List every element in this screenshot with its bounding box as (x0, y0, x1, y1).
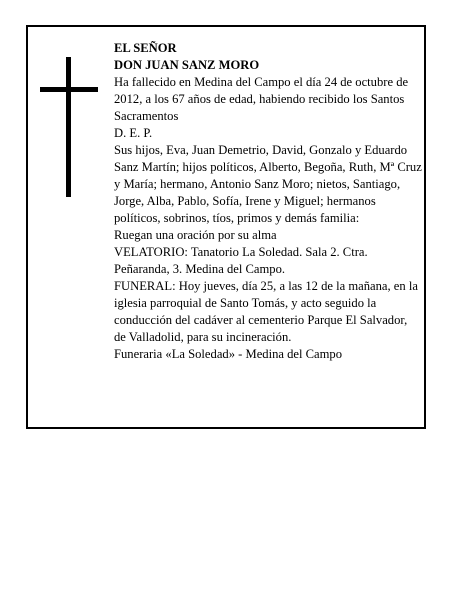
cross-icon (40, 57, 98, 197)
wake-info: VELATORIO: Tanatorio La Soledad. Sala 2. Ctra. Peñaranda, 3. Medina del Campo. (114, 245, 368, 276)
cross-vertical-bar (66, 57, 71, 197)
funeral-info: FUNERAL: Hoy jueves, día 25, a las 12 de la mañana, en la iglesia parroquial de Santo Tomás, y acto seguido la conducción del cadáver al cementerio Parque El Salvador, de Valladolid, para su incineración. (114, 279, 418, 344)
prayer-request: Ruegan una oración por su alma (114, 228, 277, 242)
family-list: Sus hijos, Eva, Juan Demetrio, David, Gonzalo y Eduardo Sanz Martín; hijos políticos, Alberto, Begoña, Ruth, Mª Cruz y María; hermano, Antonio Sanz Moro; nietos, Santiago, Jorge, Alba, Pablo, Sofía, Irene y Miguel; hermanos políticos, sobrinos, tíos, primos y demás familia: (114, 143, 422, 225)
rest-in-peace: D. E. P. (114, 126, 153, 140)
deceased-name: DON JUAN SANZ MORO (114, 58, 260, 72)
notice-title: EL SEÑOR (114, 41, 177, 55)
funeral-home: Funeraria «La Soledad» - Medina del Campo (114, 347, 343, 361)
obituary-notice (26, 25, 426, 429)
death-info: Ha fallecido en Medina del Campo el día 24 de octubre de 2012, a los 67 años de edad, habiendo recibido los Santos Sacramentos (114, 75, 409, 123)
cross-horizontal-bar (40, 87, 98, 92)
notice-text (114, 40, 422, 363)
